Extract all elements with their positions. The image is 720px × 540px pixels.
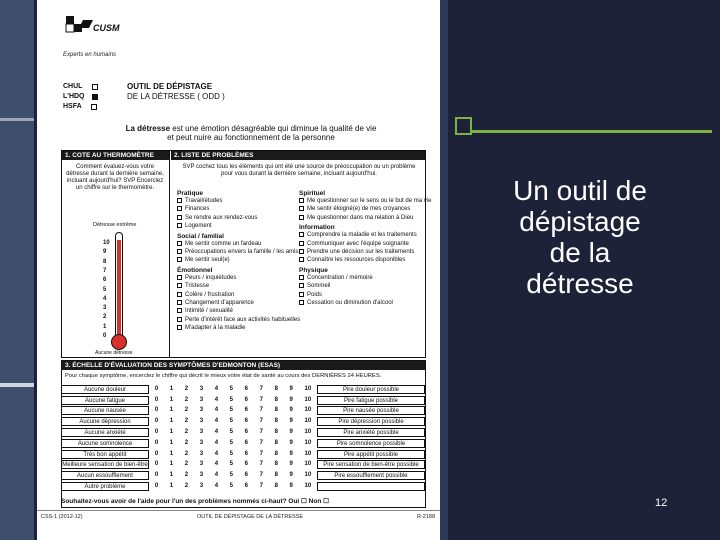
problem-checkbox-item[interactable]: Finances [177, 206, 209, 213]
esas-score-option[interactable]: 10 [304, 472, 312, 479]
esas-score-option[interactable]: 10 [304, 407, 312, 414]
esas-score-option[interactable]: 5 [229, 450, 233, 457]
intro-line: et peut nuire au fonctionnement de la personne [167, 133, 335, 142]
esas-number-scale [149, 483, 317, 490]
esas-score-option[interactable]: 2 [184, 385, 189, 392]
esas-score-option[interactable]: 1 [169, 428, 174, 435]
esas-score-option[interactable]: 8 [274, 407, 278, 414]
esas-right-label: Pire nausée possible [317, 406, 425, 415]
esas-score-option[interactable]: 3 [199, 396, 204, 403]
esas-score-option[interactable]: 4 [214, 418, 219, 425]
esas-row [61, 406, 425, 417]
esas-score-option[interactable]: 10 [304, 428, 312, 435]
thermometer-tick[interactable]: 5 [103, 286, 107, 293]
esas-number-scale [149, 407, 317, 414]
esas-score-option[interactable]: 1 [169, 385, 174, 392]
esas-score-option[interactable]: 1 [169, 396, 174, 403]
esas-score-option[interactable]: 0 [154, 418, 159, 425]
esas-score-option[interactable]: 7 [259, 385, 263, 392]
section-3-header: 3. ÉCHELLE D'ÉVALUATION DES SYMPTÔMES D'EDMONTON (ESAS) [62, 361, 425, 370]
intro-line: est une émotion désagréable qui diminue la qualité de vie [170, 124, 377, 133]
esas-score-option[interactable]: 3 [199, 482, 204, 489]
esas-left-label: Aucune anxiété [61, 428, 149, 437]
esas-score-option[interactable]: 3 [199, 418, 204, 425]
esas-score-option[interactable]: 7 [259, 439, 263, 446]
problem-category: Physique [299, 266, 328, 274]
problem-checkbox-item[interactable]: Me sentir éloigné(e) de mes croyances [299, 206, 410, 213]
thermometer-tick[interactable]: 10 [103, 240, 110, 246]
problem-checkbox-item[interactable]: Connaître les ressources disponibles [299, 257, 405, 264]
esas-left-label: Aucune douleur [61, 385, 149, 394]
problem-checkbox-item[interactable]: Logement [177, 223, 212, 230]
esas-score-option[interactable]: 7 [259, 428, 263, 435]
esas-row [61, 427, 425, 438]
esas-right-label: Pire douleur possible [317, 385, 425, 394]
cusm-logo [63, 14, 127, 40]
esas-score-option[interactable]: 6 [244, 461, 248, 468]
esas-right-label: Pire essoufflement possible [317, 471, 425, 480]
esas-score-option[interactable]: 7 [259, 407, 263, 414]
esas-score-option[interactable]: 5 [229, 428, 233, 435]
problem-checkbox-item[interactable]: Perte d'intérêt face aux activités habituelles [177, 317, 300, 324]
problem-category: Social / familial [177, 232, 224, 240]
esas-score-option[interactable]: 6 [244, 407, 248, 414]
esas-score-option[interactable]: 5 [229, 407, 233, 414]
thermometer-tick[interactable]: 9 [103, 249, 107, 256]
esas-score-option[interactable]: 8 [274, 428, 278, 435]
esas-left-label: Aucune dépression [61, 417, 149, 426]
esas-score-option[interactable]: 0 [154, 396, 159, 403]
esas-number-scale [149, 386, 317, 393]
accent-line [472, 130, 712, 133]
esas-score-option[interactable]: 8 [274, 472, 278, 479]
esas-instructions: Pour chaque symptôme, encerclez le chiffre qui décrit le mieux votre état de santé au cours des DERNIÈRES 24 HEURES. [65, 373, 382, 379]
thermometer-tick[interactable]: 8 [103, 258, 107, 265]
esas-score-option[interactable]: 1 [169, 418, 174, 425]
esas-right-label[interactable] [317, 482, 425, 491]
esas-score-option[interactable]: 10 [304, 482, 312, 489]
esas-score-option[interactable]: 1 [169, 407, 174, 414]
esas-score-option[interactable]: 0 [154, 407, 159, 414]
esas-score-option[interactable]: 4 [214, 428, 219, 435]
esas-score-option[interactable]: 0 [154, 472, 159, 479]
esas-score-option[interactable]: 8 [274, 396, 278, 403]
esas-number-scale [149, 397, 317, 404]
esas-score-option[interactable]: 2 [184, 418, 189, 425]
thermometer-tick[interactable]: 4 [103, 295, 107, 302]
slide-title-line: de la [549, 237, 611, 268]
svg-text:CUSM: CUSM [93, 23, 120, 33]
footer-divider [37, 510, 440, 511]
problem-checkbox-item[interactable]: Peurs / inquiétudes [177, 275, 236, 282]
esas-score-option[interactable]: 10 [304, 418, 312, 425]
problem-checkbox-item[interactable]: Préoccupations envers la famille / les amis [177, 249, 298, 256]
esas-score-option[interactable]: 9 [289, 428, 293, 435]
esas-score-option[interactable]: 6 [244, 472, 248, 479]
esas-row [61, 460, 425, 471]
problem-category: Information [299, 224, 335, 232]
esas-left-label: Aucune nausée [61, 406, 149, 415]
esas-score-option[interactable]: 9 [289, 396, 293, 403]
section-1-header: 1. COTE AU THERMOMÈTRE [62, 151, 169, 160]
esas-score-option[interactable]: 2 [184, 428, 189, 435]
esas-score-option[interactable]: 9 [289, 418, 293, 425]
problem-checkbox-item[interactable]: Se rendre aux rendez-vous [177, 215, 257, 222]
esas-right-label: Pire somnolence possible [317, 439, 425, 448]
esas-right-label: Pire sensation de bien-être possible [317, 460, 425, 469]
esas-row [61, 438, 425, 449]
esas-score-option[interactable]: 3 [199, 385, 204, 392]
esas-score-option[interactable]: 10 [304, 396, 312, 403]
esas-score-option[interactable]: 3 [199, 407, 204, 414]
esas-score-option[interactable]: 5 [229, 461, 233, 468]
org-checkbox[interactable] [92, 84, 98, 90]
esas-left-label: Aucun essoufflement [61, 471, 149, 480]
esas-row [61, 481, 425, 492]
help-question: Souhaitez-vous avoir de l'aide pour l'un des problèmes nommés ci-haut? Oui ☐ Non ☐ [61, 498, 329, 505]
problem-checkbox-item[interactable]: Travail/études [177, 198, 222, 205]
esas-score-option[interactable]: 0 [154, 428, 159, 435]
esas-left-label: Aucune somnolence [61, 439, 149, 448]
esas-score-option[interactable]: 9 [289, 407, 293, 414]
esas-score-option[interactable]: 3 [199, 461, 204, 468]
esas-score-option[interactable]: 3 [199, 472, 204, 479]
org-label: L'HDQ [63, 92, 85, 100]
document-title [127, 82, 225, 102]
esas-score-option[interactable]: 1 [169, 439, 174, 446]
esas-right-label: Pire fatigue possible [317, 396, 425, 405]
esas-score-option[interactable]: 5 [229, 385, 233, 392]
esas-score-option[interactable]: 4 [214, 385, 219, 392]
problem-category: Émotionnel [177, 266, 213, 274]
thermometer-tick[interactable]: 6 [103, 277, 107, 284]
esas-score-option[interactable]: 5 [229, 439, 233, 446]
problem-checkbox-item[interactable]: Sommeil [299, 283, 330, 290]
org-label: HSFA [63, 102, 82, 110]
problem-checkbox-item[interactable]: Comprendre la maladie et les traitements [299, 232, 417, 239]
esas-score-option[interactable]: 9 [289, 482, 293, 489]
esas-score-option[interactable]: 0 [154, 461, 159, 468]
esas-score-option[interactable]: 4 [214, 439, 219, 446]
esas-score-option[interactable]: 8 [274, 461, 278, 468]
left-strip-divider-lower [0, 383, 34, 387]
esas-score-option[interactable]: 3 [199, 428, 204, 435]
problem-checkbox-item[interactable]: Me sentir comme un fardeau [177, 241, 261, 248]
org-label: CHUL [63, 82, 83, 90]
esas-left-label: Très bon appétit [61, 450, 149, 459]
problem-checkbox-item[interactable]: Cessation ou diminution d'alcool [299, 300, 393, 307]
thermometer-top-label: Détresse extrême [93, 222, 137, 228]
esas-score-option[interactable]: 4 [214, 407, 219, 414]
esas-score-option[interactable]: 9 [289, 472, 293, 479]
thermometer-tick[interactable]: 2 [103, 314, 107, 321]
esas-left-label: Aucune fatigue [61, 396, 149, 405]
document-title-line: OUTIL DE DÉPISTAGE [127, 82, 213, 91]
slide-number: 12 [655, 497, 668, 509]
problem-checkbox-item[interactable]: Communiquer avec l'équipe soignante [299, 241, 409, 248]
esas-number-scale [149, 440, 317, 447]
esas-score-option[interactable]: 7 [259, 450, 263, 457]
esas-left-label: Meilleure sensation de bien-être [62, 462, 148, 469]
left-accent-strip [0, 0, 34, 540]
esas-score-option[interactable]: 8 [274, 385, 278, 392]
thermometer-tick[interactable]: 0 [103, 333, 107, 339]
esas-score-option[interactable]: 7 [259, 472, 263, 479]
logo-subtitle: Experts en humains [63, 52, 117, 58]
esas-score-option[interactable]: 8 [274, 418, 278, 425]
esas-row [61, 384, 425, 395]
esas-score-option[interactable]: 4 [214, 461, 219, 468]
slide-title-line: dépistage [519, 206, 641, 237]
thermometer-tick[interactable]: 1 [103, 323, 107, 330]
esas-score-option[interactable]: 4 [214, 450, 219, 457]
divider-bar [440, 0, 448, 540]
problem-checkbox-item[interactable]: Intimité / sexualité [177, 308, 233, 315]
org-checkbox[interactable] [91, 104, 97, 110]
esas-score-option[interactable]: 0 [154, 450, 159, 457]
thermometer-tick[interactable]: 3 [103, 305, 107, 312]
esas-right-label: Pire dépression possible [317, 417, 425, 426]
esas-right-label: Pire anxiété possible [317, 428, 425, 437]
intro-text [101, 124, 401, 142]
esas-left-label: Autre problème [61, 482, 149, 491]
footer-title: OUTIL DE DÉPISTAGE DE LA DÉTRESSE [197, 514, 304, 520]
esas-number-scale [149, 461, 317, 468]
document-title-line: DE LA DÉTRESSE ( ODD ) [127, 92, 225, 101]
esas-number-scale [149, 429, 317, 436]
esas-score-option[interactable]: 5 [229, 418, 233, 425]
left-strip-divider [0, 118, 34, 121]
esas-number-scale [149, 451, 317, 458]
esas-score-option[interactable]: 5 [229, 472, 233, 479]
thermometer-bottom-label: Aucune détresse [95, 350, 133, 356]
thermometer-fill [117, 240, 121, 340]
thermometer-instructions: Comment évaluez-vous votre détresse durant la dernière semaine, incluant aujourd'hui? SVP Encerclez un chiffre sur le thermomètre. [66, 164, 164, 191]
esas-score-option[interactable]: 2 [184, 461, 189, 468]
esas-score-option[interactable]: 6 [244, 482, 248, 489]
esas-score-option[interactable]: 5 [229, 482, 233, 489]
esas-score-option[interactable]: 6 [244, 418, 248, 425]
esas-score-option[interactable]: 9 [289, 439, 293, 446]
org-checkbox-checked[interactable] [92, 94, 98, 100]
organization-checkboxes [63, 82, 98, 112]
esas-score-option[interactable]: 2 [184, 482, 189, 489]
esas-score-option[interactable]: 10 [304, 439, 312, 446]
esas-score-option[interactable]: 7 [259, 461, 263, 468]
esas-score-option[interactable]: 8 [274, 450, 278, 457]
esas-score-option[interactable]: 1 [169, 450, 174, 457]
problem-checkbox-item[interactable]: Prendre une décision sur les traitements [299, 249, 414, 256]
problem-checkbox-item[interactable]: Colère / frustration [177, 292, 234, 299]
esas-row [61, 416, 425, 427]
esas-score-option[interactable]: 6 [244, 428, 248, 435]
esas-score-option[interactable]: 4 [214, 396, 219, 403]
esas-score-option[interactable]: 5 [229, 396, 233, 403]
footer-form-code: CSS-1 (2012-12) [41, 514, 83, 520]
esas-score-option[interactable]: 6 [244, 396, 248, 403]
problem-checkbox-item[interactable]: M'adapter à la maladie [177, 325, 246, 332]
esas-score-option[interactable]: 6 [244, 385, 248, 392]
problem-checkbox-item[interactable]: Poids [299, 292, 322, 299]
slide-title-line: Un outil de [513, 175, 647, 206]
problem-checkbox-item[interactable]: Me questionner sur le sens ou le but de ma vie [299, 198, 431, 205]
esas-score-option[interactable]: 9 [289, 450, 293, 457]
esas-score-option[interactable]: 9 [289, 385, 293, 392]
thermometer-tick[interactable]: 7 [103, 267, 107, 274]
accent-square [455, 117, 472, 135]
problem-checkbox-item[interactable]: Me questionner dans ma relation à Dieu [299, 215, 413, 222]
problem-checkbox-item[interactable]: Concentration / mémoire [299, 275, 373, 282]
esas-score-option[interactable]: 7 [259, 418, 263, 425]
esas-score-option[interactable]: 8 [274, 439, 278, 446]
esas-row [61, 449, 425, 460]
esas-score-option[interactable]: 2 [184, 450, 189, 457]
esas-score-option[interactable]: 4 [214, 482, 219, 489]
esas-row [61, 470, 425, 481]
slide-title-line: détresse [526, 268, 634, 299]
esas-score-option[interactable]: 10 [304, 461, 312, 468]
esas-score-option[interactable]: 0 [154, 439, 159, 446]
esas-score-option[interactable]: 3 [199, 450, 204, 457]
problem-checkbox-item[interactable]: Changement d'apparence [177, 300, 254, 307]
esas-score-option[interactable]: 2 [184, 407, 189, 414]
problem-checkbox-item[interactable]: Tristesse [177, 283, 209, 290]
problem-category: Pratique [177, 190, 204, 197]
esas-score-option[interactable]: 8 [274, 482, 278, 489]
thermometer-bulb [111, 334, 127, 350]
esas-score-option[interactable]: 0 [154, 482, 159, 489]
problem-list-instructions: SVP cochez tous les éléments qui ont été une source de préoccupation ou un problème pour vous durant la dernière semaine, incluant aujourd'hui. [182, 164, 416, 177]
esas-right-label: Pire appétit possible [317, 450, 425, 459]
problem-category: Spirituel [299, 190, 326, 197]
esas-score-option[interactable]: 7 [259, 396, 263, 403]
esas-number-scale [149, 418, 317, 425]
esas-score-option[interactable]: 1 [169, 482, 174, 489]
esas-score-option[interactable]: 10 [304, 385, 312, 392]
document-page [37, 0, 440, 540]
esas-score-option[interactable]: 3 [199, 439, 204, 446]
esas-score-option[interactable]: 10 [304, 450, 312, 457]
problem-checkbox-item[interactable]: Me sentir seul(e) [177, 257, 230, 264]
slide-title [495, 175, 665, 299]
esas-score-option[interactable]: 2 [184, 439, 189, 446]
esas-score-option[interactable]: 7 [259, 482, 263, 489]
esas-score-option[interactable]: 2 [184, 396, 189, 403]
esas-row [61, 395, 425, 406]
section-2-header: 2. LISTE DE PROBLÈMES [171, 151, 425, 160]
esas-score-option[interactable]: 6 [244, 450, 248, 457]
esas-score-option[interactable]: 0 [154, 385, 159, 392]
esas-score-option[interactable]: 6 [244, 439, 248, 446]
esas-score-option[interactable]: 4 [214, 472, 219, 479]
esas-score-option[interactable]: 1 [169, 472, 174, 479]
esas-score-option[interactable]: 2 [184, 472, 189, 479]
esas-score-option[interactable]: 9 [289, 461, 293, 468]
esas-score-option[interactable]: 1 [169, 461, 174, 468]
esas-number-scale [149, 472, 317, 479]
footer-reference: R-2188 [417, 514, 436, 520]
intro-bold: La détresse [125, 124, 171, 133]
